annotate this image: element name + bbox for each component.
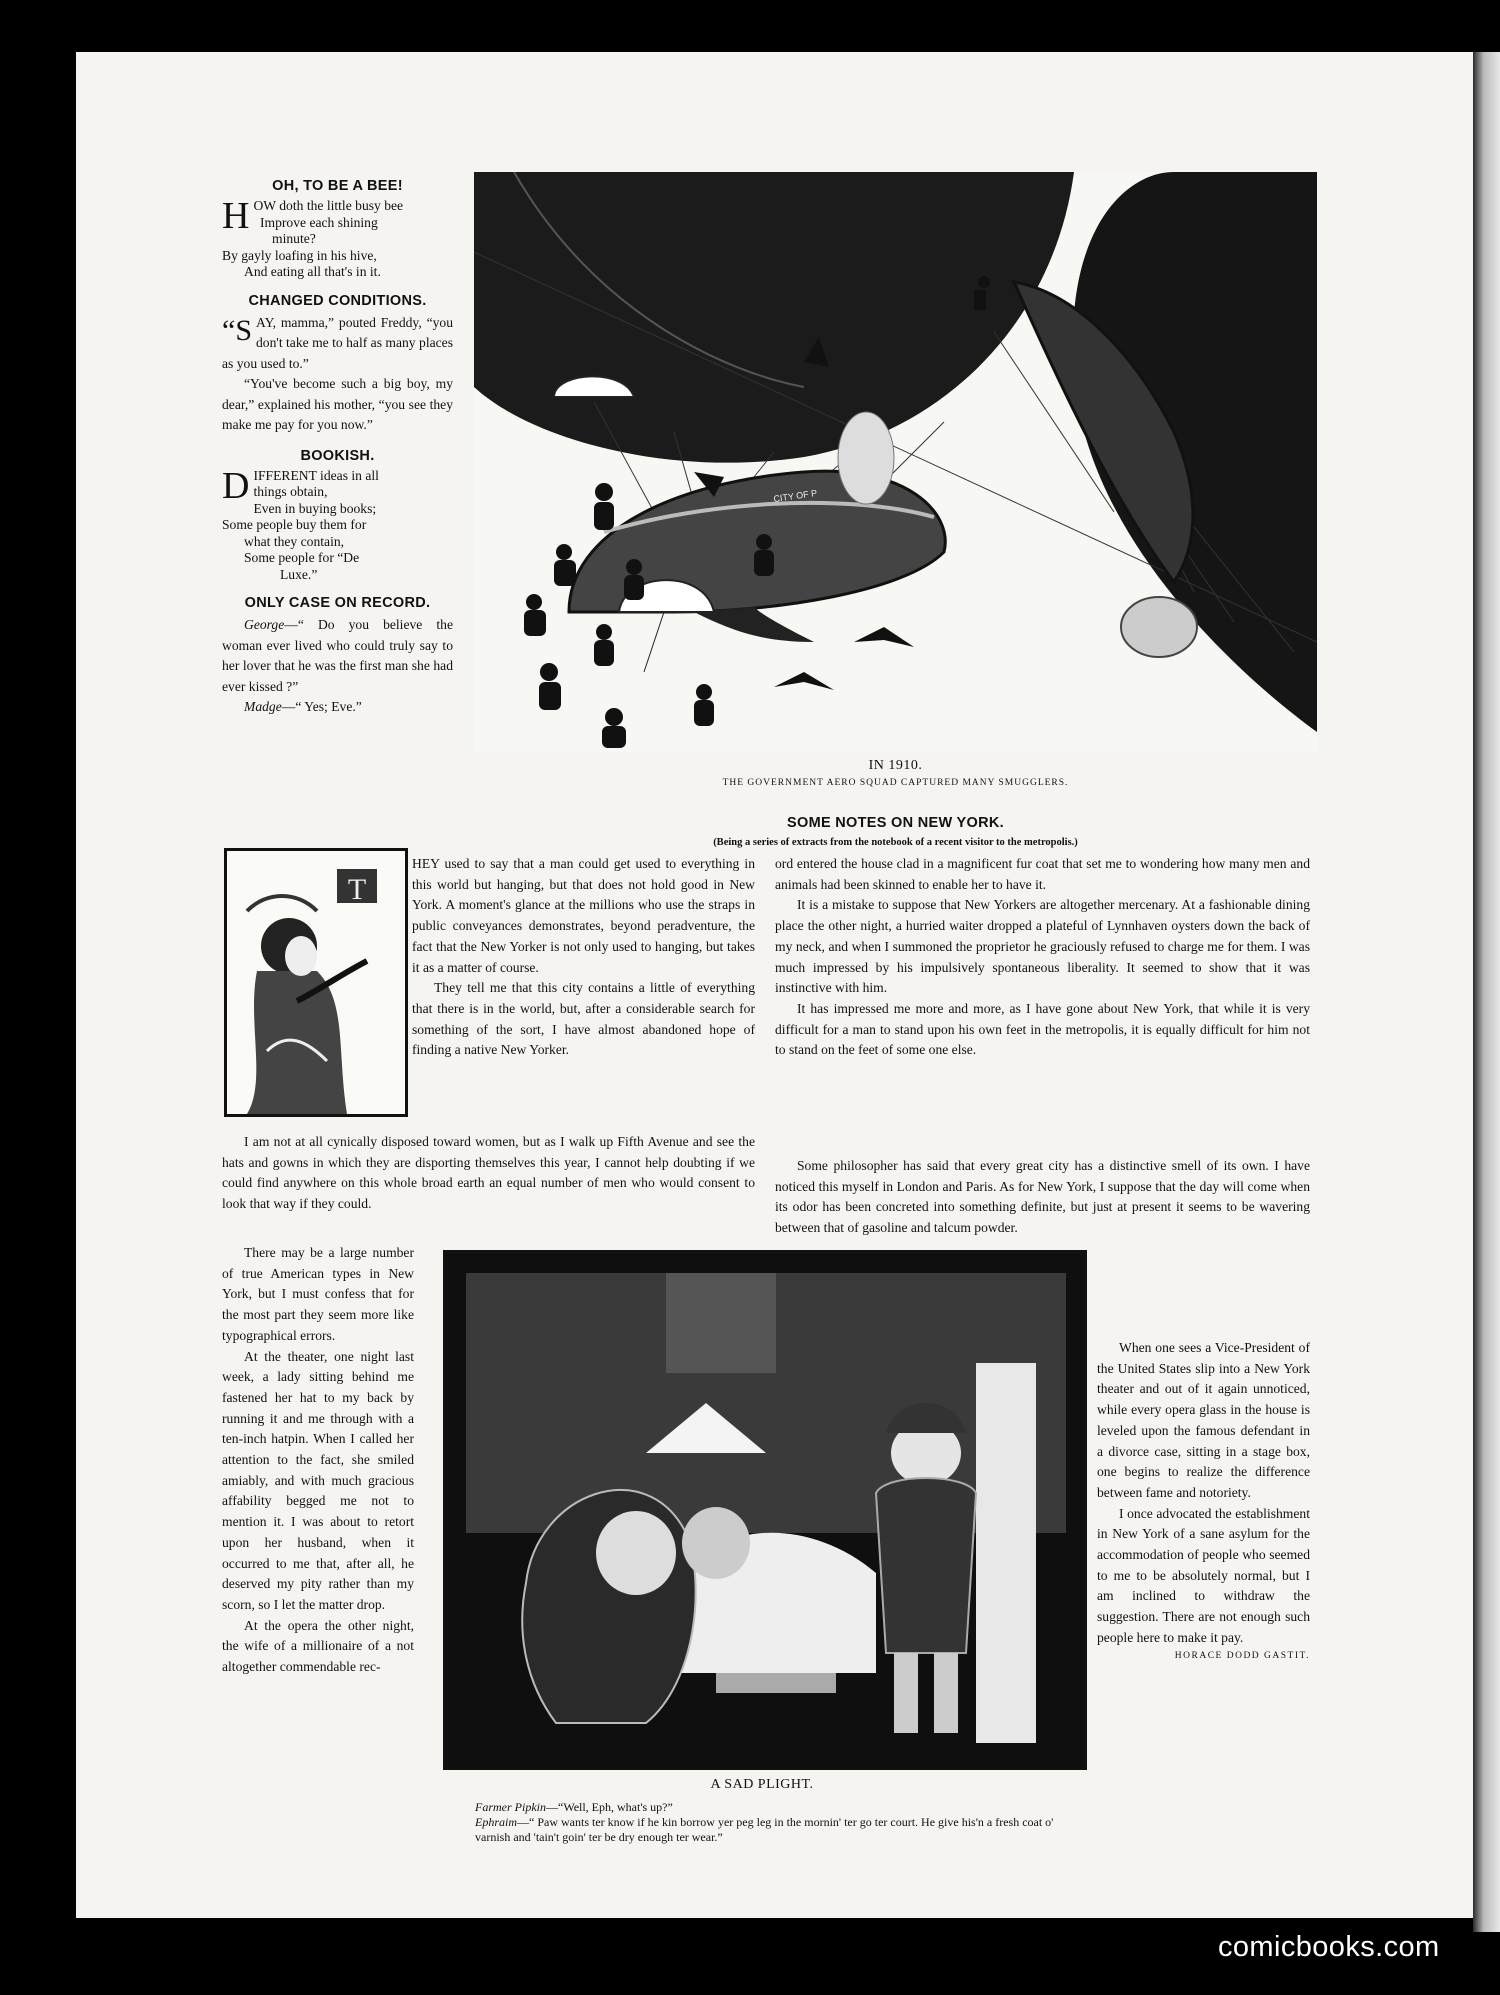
changed-dropcap: “S xyxy=(222,313,252,347)
site-watermark: comicbooks.com xyxy=(1218,1931,1440,1963)
top-caption-title: IN 1910. xyxy=(868,758,923,773)
bookish-dropcap: D xyxy=(222,464,250,507)
article-title: SOME NOTES ON NEW YORK. xyxy=(787,815,1004,831)
speaker-name: Ephraim xyxy=(475,1815,517,1829)
col2-para5: When one sees a Vice-President of the United States slip into a New York theater and out of it again unnoticed, while every opera glass in the house is leveled upon the famous defendant in a divorce case, sitting in a stage box, one begins to realize the difference between fame and notoriety. xyxy=(1097,1340,1310,1500)
poem-line: OW doth the little busy bee xyxy=(253,198,404,213)
record-title: ONLY CASE ON RECORD. xyxy=(244,595,431,611)
changed-para1: AY, mamma,” pouted Freddy, “you don't take me to half as many places as you used to.” xyxy=(222,314,453,371)
poem-line: IFFERENT ideas in all xyxy=(253,467,379,483)
col1-para3: I am not at all cynically disposed toward women, but as I walk up Fifth Avenue and see the hats and gowns in which they are disporting themselves this year, I cannot help doubting if we could find anywhere on this whole broad earth an equal number of men who would consent to look that way if they could. xyxy=(222,1134,755,1212)
top-illustration xyxy=(474,172,1317,788)
bee-poem xyxy=(222,195,453,281)
top-caption-sub: THE GOVERNMENT AERO SQUAD CAPTURED MANY SMUGGLERS. xyxy=(722,778,1069,788)
bookish-poem xyxy=(222,464,453,584)
sad-plight-drawing xyxy=(446,1253,1084,1767)
speaker-name: Madge xyxy=(244,699,282,714)
col2-para1: ord entered the house clad in a magnificent fur coat that set me to wondering how many men and animals had been skinned to enable her to have it. xyxy=(775,856,1310,892)
bottom-illustration xyxy=(443,1250,1087,1770)
col1-para4: There may be a large number of true American types in New York, but I must confess that for the most part they seem more like typographical errors. xyxy=(222,1245,414,1343)
changed-title: CHANGED CONDITIONS. xyxy=(248,292,427,309)
col2-para3: It has impressed me more and more, as I have gone about New York, that while it is very difficult for a man to stand upon his own feet in the metropolis, it is equally difficult for him not to stand on the feet of some one else. xyxy=(775,1000,1310,1058)
article-subtitle: (Being a series of extracts from the notebook of a recent visitor to the metropolis.) xyxy=(713,837,1078,848)
article-column-2-narrow xyxy=(775,1156,1310,1256)
poem-line: By gayly loafing in his hive, xyxy=(222,247,377,263)
col2-para4-text: Some philosopher has said that every great city has a distinctive smell of its own. I have noticed this myself in London and Paris. As for New York, I suppose that the day will come when its odor has been concreted into something definite, but just at present it seems to be wavering between that of gasoline and talcum powder. xyxy=(775,1158,1310,1236)
speaker-name: George xyxy=(244,617,285,632)
poem-line: Some people for “De xyxy=(244,550,360,565)
record-para1 xyxy=(222,615,453,697)
bottom-caption-dialogue xyxy=(475,1800,1080,1845)
article-column-1-wide xyxy=(222,1132,755,1215)
poem-line: Luxe.” xyxy=(280,566,318,582)
next-page-edge xyxy=(1473,52,1500,1932)
article-column-1-upper xyxy=(412,854,755,1061)
record-line2: —“ Yes; Eve.” xyxy=(281,699,362,714)
dialogue-line-2 xyxy=(475,1815,1080,1845)
col2-para4 xyxy=(775,1156,1310,1256)
col1-para5: At the theater, one night last week, a lady sitting behind me fastened her hat to my back by running it and me through with a ten-inch hatpin. When I called her attention to the fact, she smiled amiably, and with much gracious affability begged me not to mention it. I was about to retort upon her husband, when it occurred to me that, after all, he deserved my pity rather than my scorn, so I let the matter drop. xyxy=(222,1348,414,1612)
article-column-2-upper xyxy=(775,854,1310,1061)
col1-para1: HEY used to say that a man could get used to everything in this world but hanging, but that does not hold good in New York. A moment's glance at the millions who use the straps in public conveyances demonstrates, beyond peradventure, the fact that the New Yorker is not only used to hanging, but takes it as a matter of course. xyxy=(412,856,755,975)
col1-para2: They tell me that this city contains a little of everything that there is in the world, but, after a considerable search for something of the sort, I have almost abandoned hope of finding a native New Yorker. xyxy=(412,980,755,1058)
col2-para2: It is a mistake to suppose that New Yorkers are altogether mercenary. At a fashionable dining place the other night, a hurried waiter dropped a plateful of Lynnhaven oysters down the back of my neck, and when I summoned the proprietor he graciously refused to charge me for them. I was much impressed by his impulsively spontaneous liberality. It seemed to show that it was instinctive with him. xyxy=(775,897,1310,996)
changed-para2: “You've become such a big boy, my dear,” explained his mother, “you see they make me pay for you now.” xyxy=(222,376,453,432)
bee-title: OH, TO BE A BEE! xyxy=(272,178,403,194)
byline: HORACE DODD GASTIT. xyxy=(1174,1650,1310,1661)
dialogue-line-1 xyxy=(475,1800,1080,1815)
col2-para6: I once advocated the establishment in New York of a sane asylum for the accommodation of people who seemed to me to be absolutely normal, but I am inclined to withdraw the suggestion. There are not enough such people here to make it pay. xyxy=(1097,1505,1310,1645)
col1-para6: At the opera the other night, the wife of a millionaire of a not altogether commendable rec- xyxy=(222,1617,414,1675)
poem-line: Improve each shining xyxy=(260,214,378,230)
changed-text xyxy=(222,313,453,375)
bookish-title: BOOKISH. xyxy=(300,447,375,464)
speaker-name: Farmer Pipkin xyxy=(475,1800,546,1814)
poem-line: what they contain, xyxy=(244,533,345,549)
record-line1: —“ Do you believe the woman ever lived who could truly say to her lover that he was the first man she had ever kissed ?” xyxy=(222,617,453,694)
airship-drawing xyxy=(474,172,1317,752)
airship-label: CITY OF P xyxy=(772,487,818,504)
bottom-caption-title: A SAD PLIGHT. xyxy=(710,1777,814,1792)
poem-line: things obtain, xyxy=(253,484,328,499)
poem-line: minute? xyxy=(272,231,316,246)
initial-illustration xyxy=(224,848,408,1117)
drop-cap-drawing xyxy=(227,851,405,1114)
sidebar-jokes xyxy=(222,178,453,718)
poem-line: And eating all that's in it. xyxy=(244,264,381,279)
article-column-2-lower xyxy=(1097,1338,1310,1661)
record-para2 xyxy=(222,697,453,718)
dialogue-text: —“Well, Eph, what's up?” xyxy=(546,1800,673,1814)
article-column-1-narrow xyxy=(222,1243,414,1678)
dialogue-text: —“ Paw wants ter know if he kin borrow yer peg leg in the mornin' ter go ter court. He give his'n a fresh coat o' varnish and 'tain't goin' ter be dry enough ter wear.” xyxy=(475,1815,1054,1844)
poem-line: Even in buying books; xyxy=(253,500,377,516)
poem-line: Some people buy them for xyxy=(222,517,367,532)
bee-dropcap: H xyxy=(222,195,250,237)
dropcap-letter: T xyxy=(347,873,367,906)
